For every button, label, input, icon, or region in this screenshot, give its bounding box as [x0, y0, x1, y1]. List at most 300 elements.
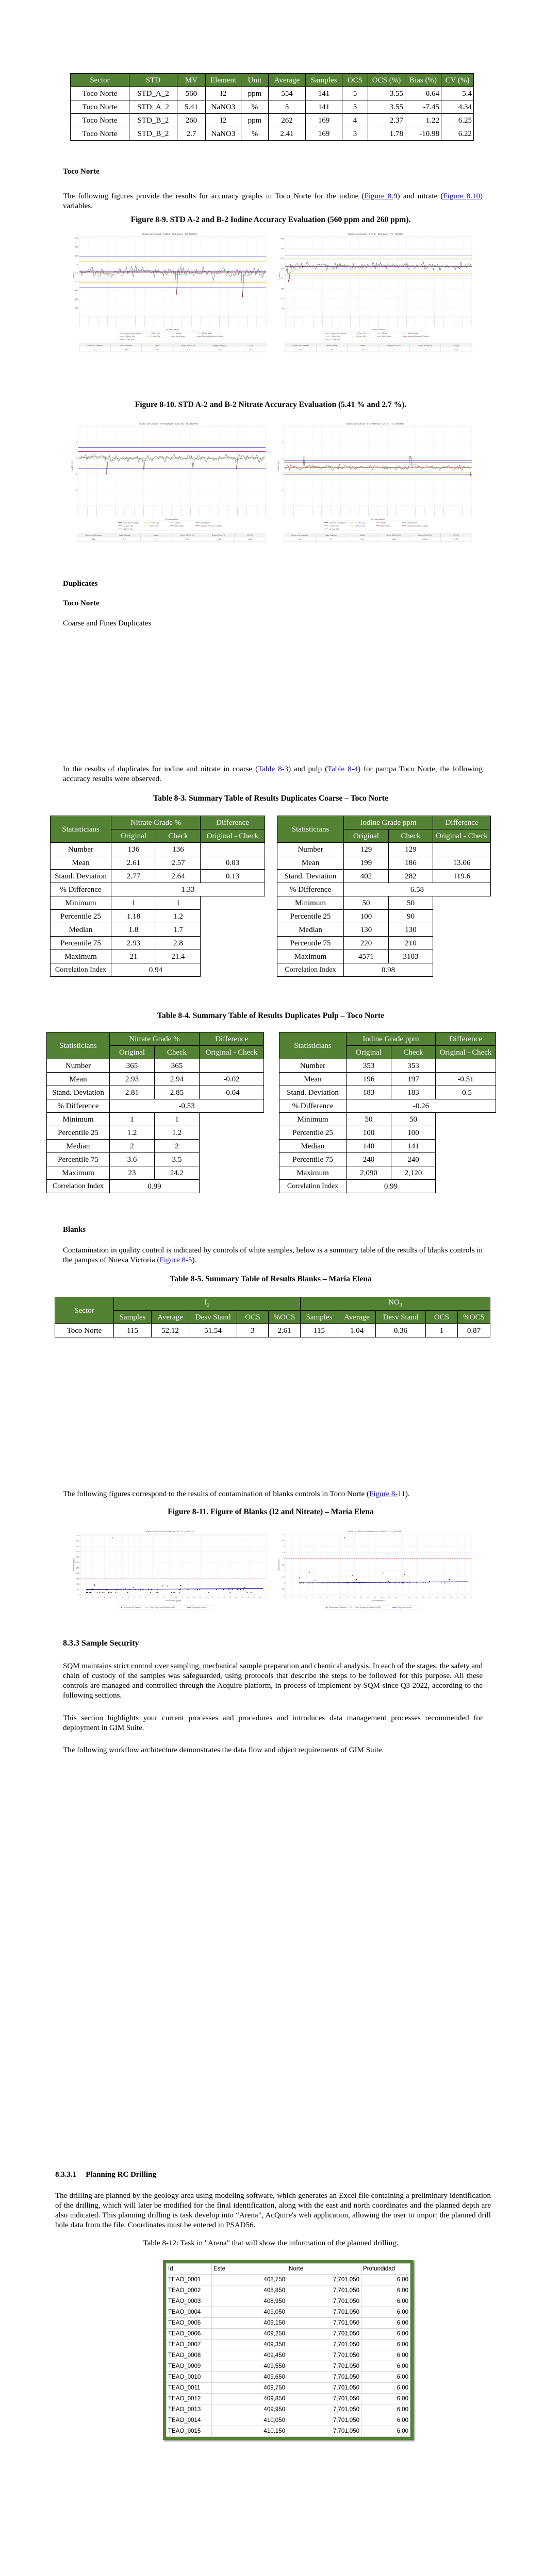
stats-header: Sesgo (M/VO) (%) [387, 345, 402, 347]
table-row [167, 2426, 410, 2437]
empty-cell [436, 1113, 496, 1126]
table-cell: 409,250 [212, 2329, 287, 2340]
section-heading-toco-norte-duplicates: Toco Norte [63, 599, 100, 607]
check-value: 2 [155, 1140, 200, 1153]
stats-header: Sesgo (M/VO) (%) [386, 534, 401, 536]
table-row [277, 856, 491, 870]
table-cell: 115 [301, 1324, 338, 1337]
planned-drilling-table [166, 2263, 410, 2437]
difference-value: -0.02 [200, 1073, 264, 1086]
table-row [279, 1099, 496, 1113]
iodine-control-chart-260 [278, 232, 473, 354]
table-cell: STD_A_2 [129, 100, 177, 114]
table-cell: STD_B_2 [129, 114, 177, 127]
blank-sample-point [127, 1592, 128, 1593]
blank-sample-point [86, 1589, 87, 1590]
table-cell: 7,701,050 [287, 2318, 361, 2329]
blank-sample-point [380, 1583, 381, 1584]
y-axis-label: I2 (ppm) [72, 273, 75, 280]
legend-swatch [326, 1607, 327, 1608]
stats-value: 5.4 [249, 349, 252, 351]
duplicates-paragraph [63, 765, 483, 784]
blank-sample-point [150, 1592, 151, 1593]
table-cell: 1.78 [368, 127, 405, 141]
check-value: 2.64 [156, 870, 201, 883]
column-header: OCS [237, 1311, 269, 1324]
x-tick-label: 23 [442, 1597, 445, 1599]
x-tick-label: 25 [229, 1597, 232, 1599]
table-cell: 0.36 [376, 1324, 426, 1337]
blank-sample-point [320, 1583, 321, 1584]
sector-header: Sector [55, 1297, 114, 1324]
blank-sample-point [360, 1583, 361, 1584]
difference-value [201, 843, 265, 856]
x-tick-label: 30 [259, 1597, 261, 1599]
percent-difference-value: 6.58 [344, 883, 491, 896]
table-row [279, 1140, 496, 1153]
blank-sample-point [157, 1592, 158, 1593]
legend-label: -3 Dev. Std [331, 338, 340, 341]
coarse-iodine-table [277, 816, 491, 977]
blank-sample-point [399, 1583, 400, 1584]
plot-area [80, 1534, 266, 1595]
y-tick-label: 0.5 [282, 1588, 285, 1590]
correlation-value: 0.99 [110, 1180, 200, 1193]
table-cell: 554 [269, 87, 306, 100]
empty-cell [200, 1140, 264, 1153]
table-row [167, 2285, 410, 2296]
legend-label: +3 Dev. Std [329, 525, 339, 527]
x-tick-label: 6 [116, 1597, 117, 1599]
blank-sample-point [90, 1589, 91, 1590]
header-row [279, 1032, 496, 1046]
original-header: Original [111, 829, 156, 843]
y-tick-label: 200 [281, 277, 284, 280]
blank-sample-point [232, 1589, 233, 1590]
blank-sample-point [208, 1592, 209, 1593]
original-value: 1 [111, 896, 156, 910]
table-8-4-link[interactable]: Table 8-4 [327, 765, 358, 773]
no3-subscript: 3 [399, 1302, 402, 1308]
section-number: 8.3.3.1 [55, 2171, 77, 2179]
table-cell: 7,701,050 [287, 2275, 361, 2285]
blank-sample-point [228, 1589, 229, 1590]
table-cell: 5 [269, 100, 306, 114]
blank-sample-point [458, 1583, 459, 1584]
blank-sample-point [243, 1589, 244, 1590]
std-summary-table [70, 73, 474, 141]
column-header: STD [129, 74, 177, 87]
table-cell: TEAO_0009 [167, 2361, 212, 2372]
x-tick-label: 17 [401, 1597, 404, 1599]
correlation-value: 0.98 [344, 963, 433, 977]
blank-sample-point [449, 1579, 450, 1580]
stats-header: CV (%) [453, 345, 459, 347]
stats-value: 2.41 [360, 538, 365, 540]
stats-value: 4.34 [248, 538, 252, 540]
table-cell: 141 [306, 100, 342, 114]
check-value: 2.85 [155, 1086, 200, 1099]
blank-sample-point [237, 1589, 238, 1590]
out-of-control-point [303, 456, 304, 457]
empty-cell [200, 1113, 264, 1126]
table-cell: 7,701,050 [287, 2372, 361, 2383]
y-tick-label: 0 [78, 1594, 79, 1597]
table-cell: -0.64 [405, 87, 441, 100]
blank-sample-point [94, 1589, 95, 1590]
legend-label: Muestra Fuera de Control [407, 525, 428, 527]
blank-sample-point [322, 1583, 323, 1584]
original-value: 1.8 [111, 923, 156, 937]
header-row [71, 74, 474, 87]
difference-value [200, 1059, 264, 1073]
original-value: 1.18 [111, 910, 156, 923]
check-value: 210 [389, 937, 433, 950]
stats-value: 262 [361, 349, 365, 351]
y-tick-label: 1 [282, 488, 283, 492]
x-tick-label: 15 [169, 1597, 172, 1599]
blank-sample-point [299, 1583, 300, 1584]
y-tick-label: 300 [76, 1562, 79, 1564]
check-value: 240 [391, 1153, 436, 1166]
table-cell: 6.00 [361, 2275, 410, 2285]
table-cell: Toco Norte [71, 127, 129, 141]
difference-header: Difference [200, 1032, 264, 1046]
empty-cell [433, 937, 491, 950]
check-value: 186 [389, 856, 433, 870]
blank-sample-point [394, 1583, 395, 1584]
y-tick-label: 3 [75, 488, 77, 492]
figure-8-5-link[interactable]: Figure 8-5 [159, 1256, 192, 1264]
blanks-nitrate-chart [277, 1529, 472, 1614]
stats-header: Media [360, 345, 366, 347]
blank-sample-point [92, 1589, 93, 1590]
table-row [51, 856, 265, 870]
grade-header: Nitrate Grade % [111, 816, 201, 829]
column-header: Average [269, 74, 306, 87]
blank-sample-point [301, 1583, 302, 1584]
table-cell: 7,701,050 [287, 2415, 361, 2426]
correlation-value: 0.94 [111, 963, 201, 977]
row-label: % Difference [279, 1099, 347, 1113]
stats-value: 141 [93, 349, 97, 351]
blank-sample-point [91, 1589, 92, 1590]
x-tick-label: 26 [235, 1597, 237, 1599]
x-tick-label: 10 [353, 1597, 356, 1599]
coarse-fines-label: Coarse and Fines Duplicates [63, 619, 152, 628]
statisticians-header: Statisticians [277, 816, 344, 843]
y-tick-label: 1.5 [282, 1575, 285, 1578]
table-cell: 6.22 [441, 127, 474, 141]
difference-value: -0.5 [436, 1086, 496, 1099]
original-value: 2 [110, 1140, 155, 1153]
check-value: 50 [389, 896, 433, 910]
empty-cell [433, 910, 491, 923]
table-row [167, 2318, 410, 2329]
check-value: 282 [389, 870, 433, 883]
table-row [167, 2296, 410, 2307]
legend-label: Valor Seguro del Blanco (VSB) [355, 1606, 381, 1608]
legend-label: Muestra Fuera de Control [202, 335, 223, 337]
row-label: % Difference [277, 883, 344, 896]
coarse-nitrate-table-wrap [50, 816, 265, 977]
stats-value: 260 [330, 349, 334, 351]
check-value: 141 [391, 1140, 436, 1153]
x-tick-label: 11 [360, 1597, 362, 1599]
nitrate-control-chart-2-7 [277, 421, 473, 545]
out-of-control-point [289, 277, 290, 278]
blank-sample-point [444, 1583, 445, 1584]
figure-8-11-paragraph [63, 1489, 483, 1499]
workflow-paragraph: The following workflow architecture demonstrates the data flow and object requirements of GIM Suite. [63, 1746, 384, 1754]
table-cell: TEAO_0014 [167, 2415, 212, 2426]
out-of-control-point [143, 468, 144, 469]
legend-label: Best Value [382, 335, 391, 337]
y-tick-label: 500 [75, 280, 78, 283]
table-cell: 7,701,050 [287, 2285, 361, 2296]
i2-label: I [204, 1298, 207, 1307]
x-tick-label: 14 [163, 1597, 166, 1599]
legend-label: Regresión Lineal [398, 1606, 411, 1608]
original-minus-check-header: Original - Check [433, 829, 491, 843]
table-cell: Toco Norte [71, 114, 129, 127]
blank-sample-point [326, 1583, 327, 1584]
y-tick-label: 450 [75, 289, 78, 292]
blank-sample-point [174, 1592, 175, 1593]
blank-sample-point [251, 1592, 252, 1593]
stats-value: -10.98 [422, 538, 428, 540]
blank-sample-point [441, 1583, 442, 1584]
y-tick-label: 2 [282, 472, 283, 476]
table-row [51, 843, 265, 856]
legend-swatch [121, 1607, 122, 1608]
pulp-iodine-table-wrap [279, 1032, 496, 1193]
blank-sample-point [180, 1585, 182, 1586]
y-axis-label: Blancos (%) [278, 1559, 280, 1570]
y-tick-label: 50 [77, 1588, 79, 1591]
legend-label: Valor de la muestra [331, 332, 347, 334]
table-8-3-link[interactable]: Table 8-3 [258, 765, 289, 773]
blank-sample-point [120, 1589, 121, 1590]
check-value: 1.2 [155, 1126, 200, 1140]
stats-header: CV (%) [453, 534, 459, 536]
column-header: Samples [301, 1311, 338, 1324]
blank-sample-point [446, 1583, 447, 1584]
table-cell: TEAO_0007 [167, 2340, 212, 2350]
table-row [279, 1153, 496, 1166]
check-value: 197 [391, 1073, 436, 1086]
blank-sample-point [337, 1583, 338, 1584]
row-label: Stand. Deviation [277, 870, 344, 883]
blank-sample-point [125, 1588, 126, 1589]
check-value: 1 [156, 896, 201, 910]
x-tick-label: 8 [340, 1597, 341, 1599]
table-cell: 6.00 [361, 2372, 410, 2383]
blank-sample-point [324, 1583, 325, 1584]
stats-header: Media [360, 534, 365, 536]
blank-sample-point [334, 1583, 335, 1584]
table-cell: 409,350 [212, 2340, 287, 2350]
figure-8-9-link[interactable]: Figure 8. [364, 192, 394, 200]
blank-sample-point [308, 1583, 309, 1584]
table-cell: 6.00 [361, 2296, 410, 2307]
column-header: %OCS [458, 1311, 490, 1324]
x-tick-label: 3 [97, 1597, 99, 1599]
blank-sample-point [107, 1589, 108, 1590]
x-tick-label: 22 [436, 1597, 438, 1599]
x-tick-label: 4 [312, 1597, 314, 1599]
blank-sample-point [389, 1583, 390, 1584]
row-label: Number [279, 1059, 347, 1073]
y-tick-label: 600 [75, 263, 78, 266]
text: Contamination in quality control is indicated by controls of white samples, below is a summary table of the results of blanks controls in the pampas of Nueva Victoria ( [63, 1246, 483, 1264]
table-cell: 408,950 [212, 2296, 287, 2307]
y-axis-label: NaNO3 (%) [277, 461, 279, 471]
table-row [167, 2329, 410, 2340]
blank-sample-point [223, 1589, 224, 1590]
statisticians-header: Statisticians [51, 816, 111, 843]
blank-sample-point [352, 1575, 353, 1576]
blank-sample-point [388, 1581, 389, 1582]
empty-cell [201, 896, 265, 910]
original-value: 199 [344, 856, 389, 870]
stats-value: -1.10 [186, 349, 191, 351]
blank-sample-point [180, 1589, 181, 1590]
blank-sample-point [133, 1587, 134, 1588]
blank-sample-point [359, 1583, 360, 1584]
y-tick-label: 50 [282, 307, 284, 310]
y-tick-label: 100 [281, 297, 284, 300]
text: variables. [63, 202, 93, 210]
empty-cell [201, 923, 265, 937]
table-cell: TEAO_0005 [167, 2318, 212, 2329]
empty-cell [200, 1166, 264, 1180]
table-cell: TEAO_0006 [167, 2329, 212, 2340]
empty-cell [433, 950, 491, 963]
table-row [47, 1180, 264, 1193]
pulp-nitrate-table-wrap [46, 1032, 264, 1193]
original-value: 365 [110, 1059, 155, 1073]
table-cell: 3.55 [368, 100, 405, 114]
column-header: Samples [114, 1311, 152, 1324]
y-tick-label: 450 [76, 1545, 79, 1548]
row-label: Median [47, 1140, 110, 1153]
table-cell: NaNO3 [206, 100, 241, 114]
out-of-control-point [106, 473, 107, 474]
original-value: 23 [110, 1166, 155, 1180]
original-value: 1.2 [110, 1126, 155, 1140]
x-tick-label: 19 [415, 1597, 418, 1599]
blank-sample-point [143, 1589, 144, 1590]
planned-drilling-table-wrap [163, 2260, 414, 2440]
blank-sample-point [140, 1589, 141, 1590]
legend-label: Media [382, 332, 387, 334]
table-row [279, 1086, 496, 1099]
blank-sample-point [329, 1583, 330, 1584]
table-cell: 6.00 [361, 2415, 410, 2426]
x-tick-label: 31 [265, 1597, 267, 1599]
row-label: Number [47, 1059, 110, 1073]
table-cell: 7,701,050 [287, 2394, 361, 2404]
figure-8-11-link[interactable]: Figure 8- [369, 1490, 398, 1498]
stats-header: Valor Estándar [326, 345, 338, 347]
row-label: Median [51, 923, 111, 937]
table-row [277, 950, 491, 963]
table-row [277, 870, 491, 883]
table-cell: 6.25 [441, 114, 474, 127]
x-axis-label: Precedente (%) [371, 1600, 386, 1602]
y-tick-label: 300 [281, 257, 284, 260]
table-cell: TEAO_0002 [167, 2285, 212, 2296]
legend-label: Media Móvil [201, 522, 211, 524]
x-tick-label: 29 [253, 1597, 255, 1599]
x-tick-label: 20 [422, 1597, 424, 1599]
table-cell: TEAO_0015 [167, 2426, 212, 2437]
x-tick-label: 16 [175, 1597, 177, 1599]
header-row [55, 1311, 490, 1324]
blank-sample-point [111, 1592, 112, 1593]
table-cell: -7.45 [405, 100, 441, 114]
no3-header [301, 1297, 490, 1311]
stats-header: Valor Estándar [119, 534, 131, 536]
table-cell: Toco Norte [55, 1324, 114, 1337]
x-tick-label: 13 [374, 1597, 376, 1599]
table-cell: 409,850 [212, 2394, 287, 2404]
stats-value: 2.7 [329, 538, 333, 540]
stats-value: -7.45 [216, 538, 221, 540]
blank-sample-point [86, 1592, 87, 1593]
blank-sample-point [129, 1589, 130, 1590]
table-row [167, 2394, 410, 2404]
figure-8-10-link[interactable]: Figure 8.10) [443, 192, 483, 200]
table-cell: TEAO_0012 [167, 2394, 212, 2404]
stats-value: 169 [299, 349, 303, 351]
table-row [47, 1153, 264, 1166]
x-tick-label: 2 [92, 1597, 93, 1599]
figure-8-11-caption: Figure 8-11. Figure of Blanks (I2 and Nitrate) – María Elena [168, 1507, 374, 1516]
coarse-iodine-table-wrap [277, 816, 491, 977]
empty-cell [200, 1153, 264, 1166]
blank-sample-point [315, 1583, 316, 1584]
legend-label: Media Móvil [408, 332, 418, 334]
blank-sample-point [89, 1589, 90, 1590]
original-value: 2,090 [347, 1166, 391, 1180]
table-cell: 7,701,050 [287, 2361, 361, 2372]
table-row [167, 2361, 410, 2372]
blank-sample-point [345, 1583, 347, 1584]
table-row [277, 896, 491, 910]
sample-security-paragraph: SQM maintains strict control over sampling, mechanical sample preparation and chemical analysis. In each of the stages, the safety and chain of custody of the samples was safeguarded, using protocols that describe the steps to be followed for this purpose. All these controls are managed and controlled through the Acquire platform, in process of implement by SQM since Q3 2022, according to the following sections. [63, 1662, 483, 1700]
stats-header: Sesgo (M/VO) (%) [180, 534, 195, 536]
check-value: 136 [156, 843, 201, 856]
i2-header [114, 1297, 301, 1311]
table-cell: 141 [306, 87, 342, 100]
table-cell: 6.00 [361, 2285, 410, 2296]
x-axis-label: Fecha Análisis [372, 328, 385, 331]
table-cell: 409,150 [212, 2318, 287, 2329]
legend-label: +2 Dev. Std [149, 522, 159, 524]
legend-label: Media Móvil [407, 522, 417, 524]
check-value: 1.2 [156, 910, 201, 923]
x-tick-label: 14 [381, 1597, 383, 1599]
legend-label: Valor de la muestra [329, 522, 345, 524]
stats-value: 141 [92, 538, 95, 540]
text: The following figures correspond to the results of contamination of blanks controls in Toco Norte ( [63, 1490, 369, 1498]
stats-header: Valor Estándar [325, 534, 337, 536]
row-label: Percentile 75 [277, 937, 344, 950]
table-cell: 52.12 [152, 1324, 189, 1337]
empty-cell [436, 1166, 496, 1180]
